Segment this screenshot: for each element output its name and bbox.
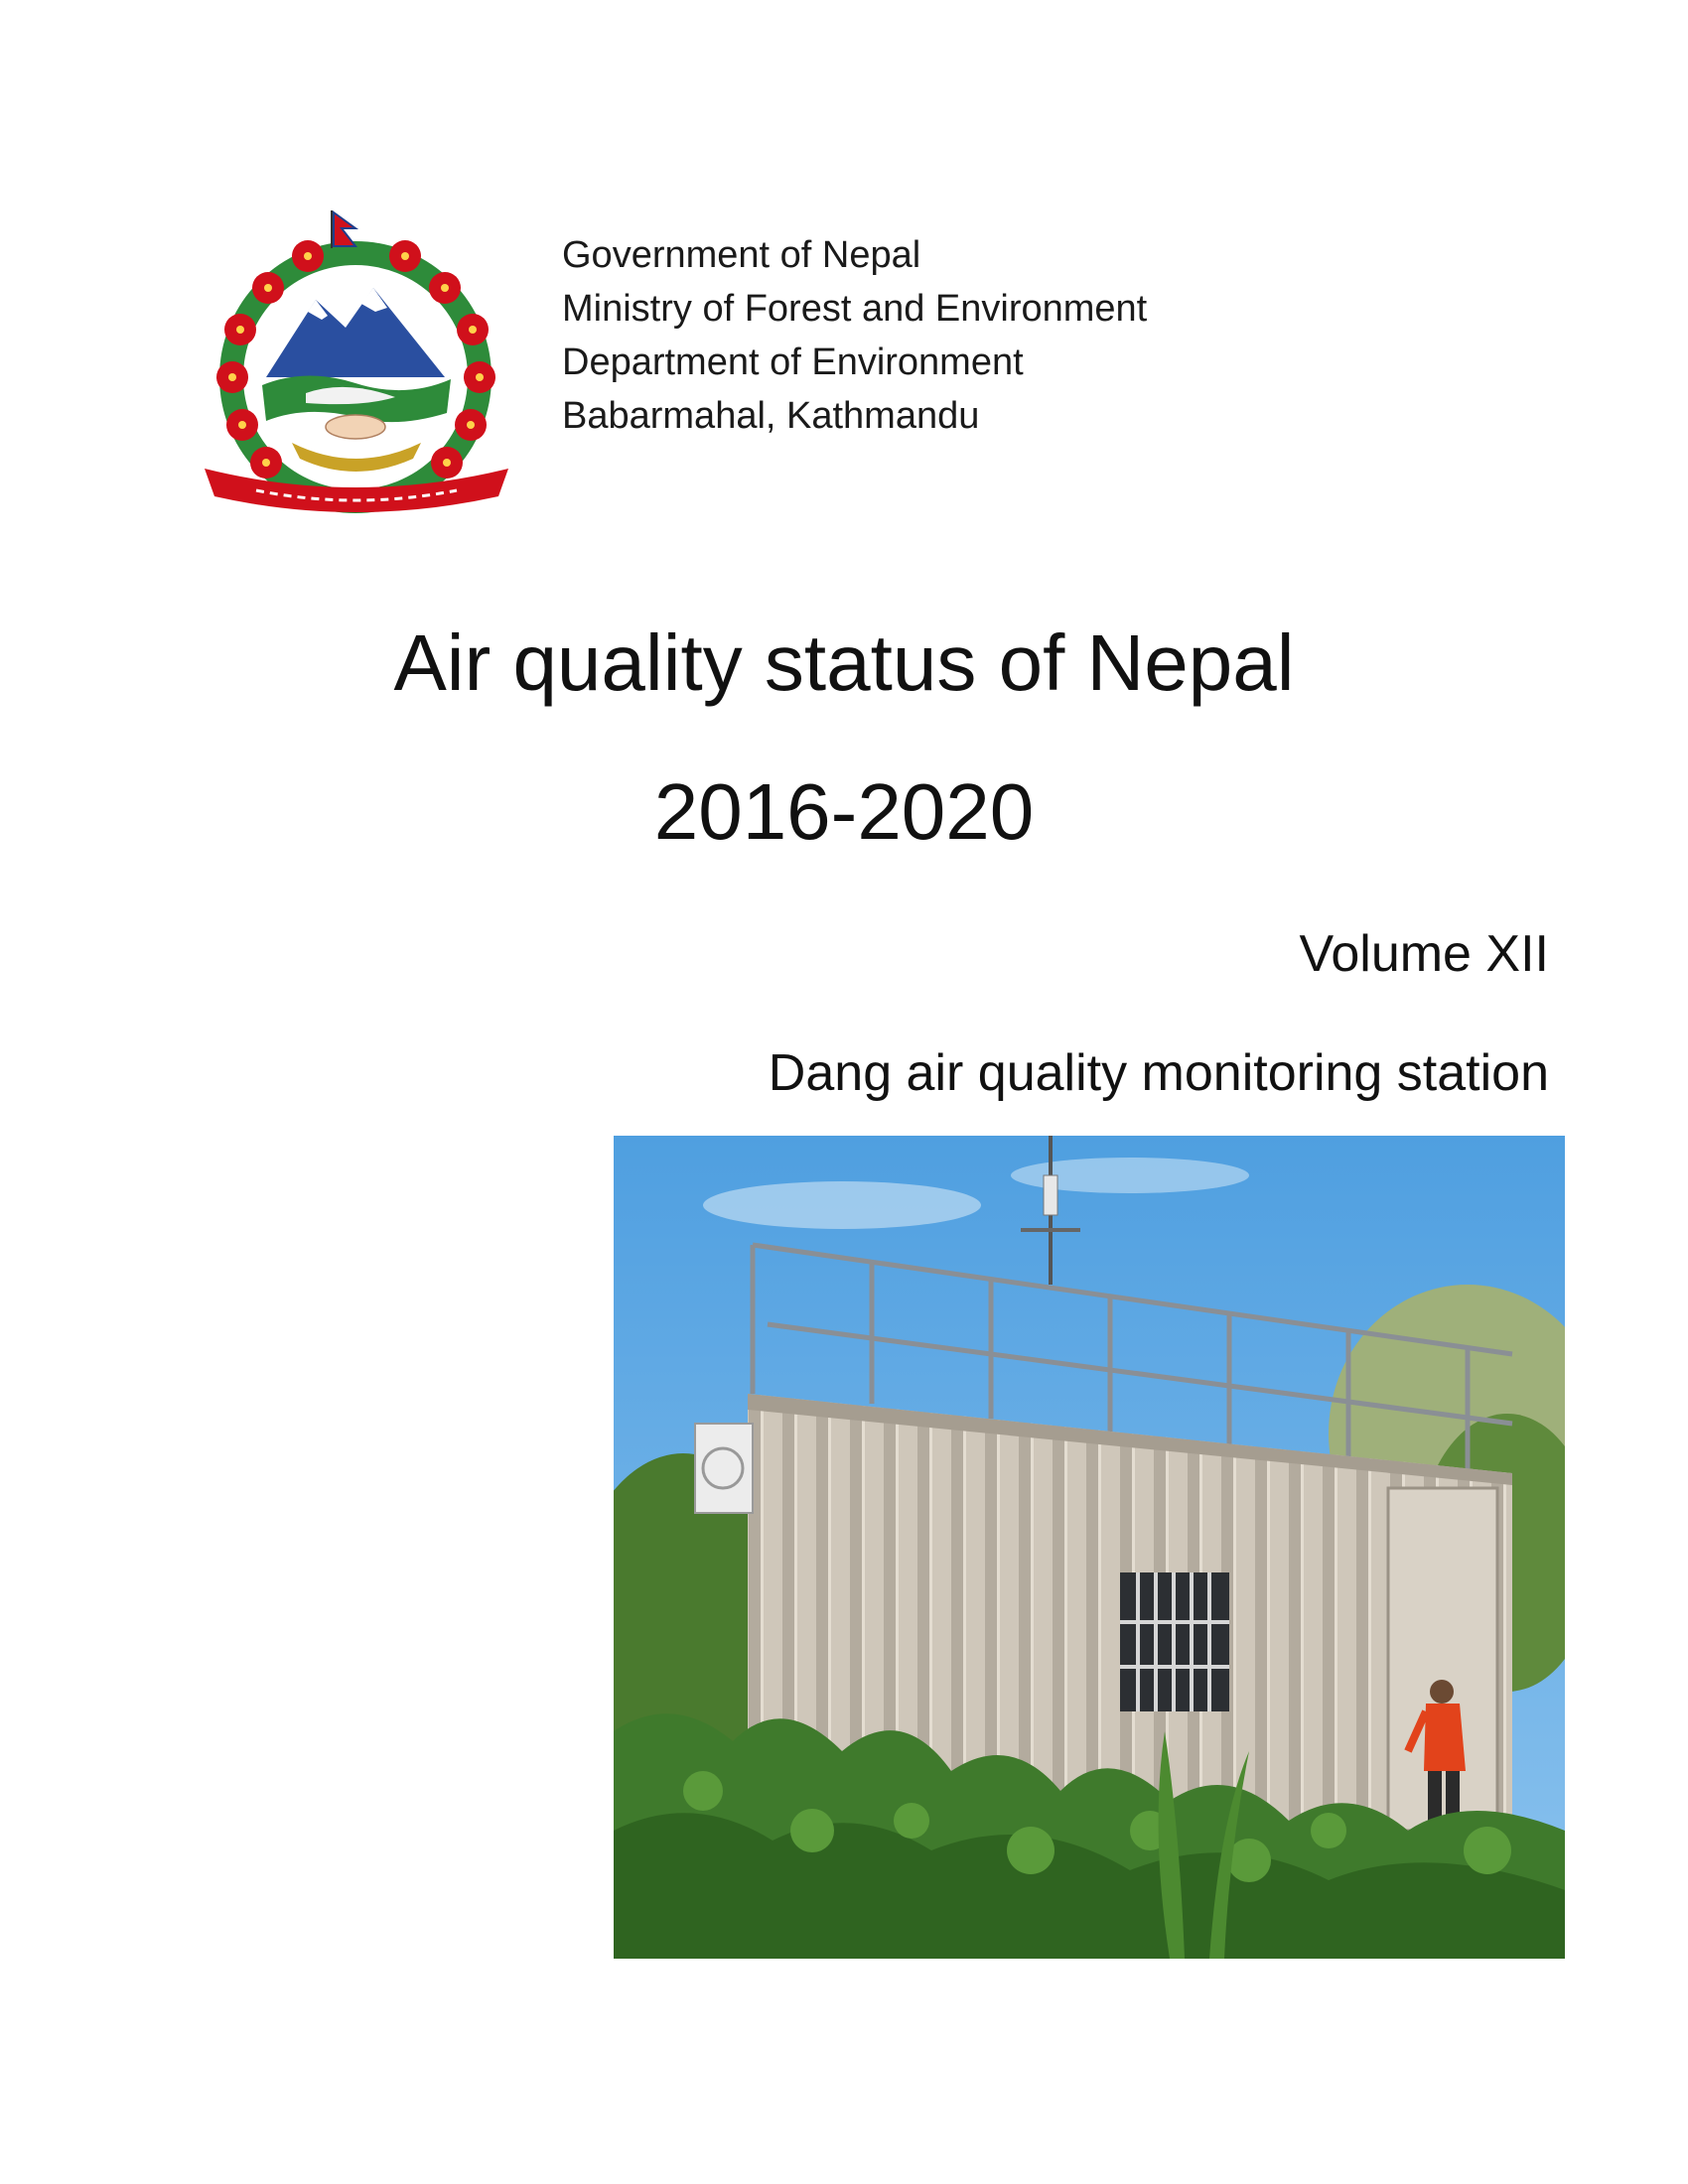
org-department: Department of Environment	[562, 341, 1024, 383]
nepal-emblem-icon	[197, 208, 516, 524]
station-label: Dang air quality monitoring station	[768, 1044, 1549, 1102]
report-years: 2016-2020	[653, 767, 1035, 856]
volume-label: Volume XII	[1299, 925, 1549, 983]
org-ministry: Ministry of Forest and Environment	[562, 288, 1148, 330]
monitoring-station-photo	[614, 1136, 1565, 1959]
organization-block	[562, 228, 1257, 443]
org-government: Government of Nepal	[562, 234, 921, 276]
org-address: Babarmahal, Kathmandu	[562, 395, 980, 437]
report-title: Air quality status of Nepal	[393, 618, 1295, 707]
flag-icon	[332, 210, 355, 248]
